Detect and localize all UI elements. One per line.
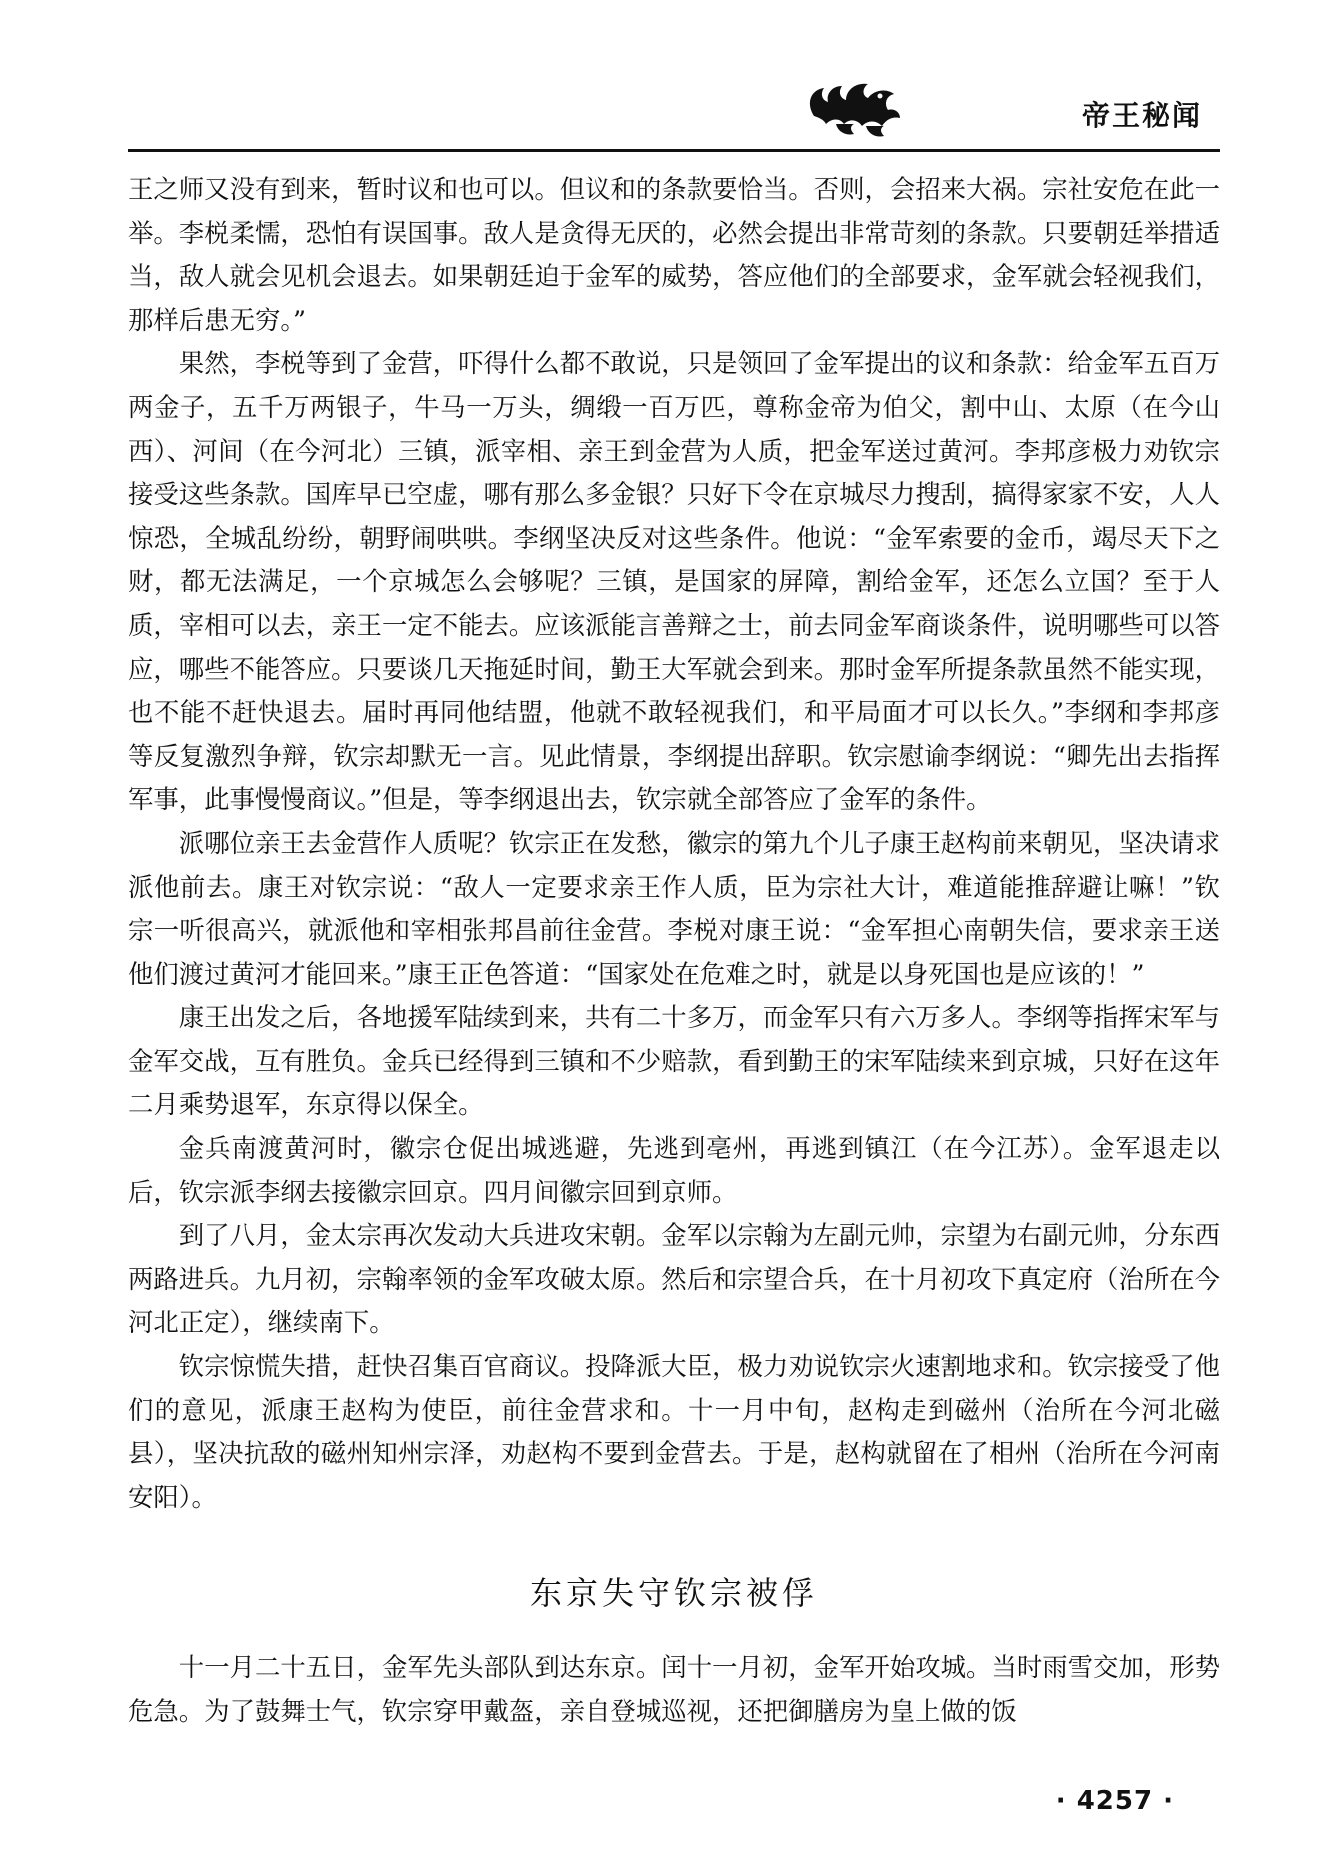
paragraph: 果然，李棁等到了金营，吓得什么都不敢说，只是领回了金军提出的议和条款：给金军五百万两金子，五千万两银子，牛马一万头，绸缎一百万匹，尊称金帝为伯父，割中山、太原（在今山西）、河间（在今河北）三镇，派宰相、亲王到金营为人质，把金军送过黄河。李邦彦极力劝钦宗接受这些条款。国库早已空虚，哪有那么多金银？只好下令在京城尽力搜刮，搞得家家不安，人人惊恐，全城乱纷纷，朝野闹哄哄。李纲坚决反对这些条件。他说：“金军索要的金币，竭尽天下之财，都无法满足，一个京城怎么会够呢？三镇，是国家的屏障，割给金军，还怎么立国？至于人质，宰相可以去，亲王一定不能去。应该派能言善辩之士，前去同金军商谈条件，说明哪些可以答应，哪些不能答应。只要谈几天拖延时间，勤王大军就会到来。那时金军所提条款虽然不能实现，也不能不赶快退去。届时再同他结盟，他就不敢轻视我们，和平局面才可以长久。”李纲和李邦彦等反复激烈争辩，钦宗却默无一言。见此情景，李纲提出辞职。钦宗慰谕李纲说：“卿先出去指挥军事，此事慢慢商议。”但是，等李纲退出去，钦宗就全部答应了金军的条件。 bbox=[128, 348, 1220, 815]
dragon-logo-icon bbox=[796, 74, 908, 144]
paragraph: 金兵南渡黄河时，徽宗仓促出城逃避，先逃到亳州，再逃到镇江（在今江苏）。金军退走以后，钦宗派李纲去接徽宗回京。四月间徽宗回到京师。 bbox=[128, 1133, 1220, 1207]
page-header bbox=[128, 72, 1220, 152]
paragraph: 康王出发之后，各地援军陆续到来，共有二十多万，而金军只有六万多人。李纲等指挥宋军与金军交战，互有胜负。金兵已经得到三镇和不少赔款，看到勤王的宋军陆续来到京城，只好在这年二月乘势退军，东京得以保全。 bbox=[128, 1002, 1220, 1120]
body-text bbox=[128, 168, 1220, 1519]
header-rule bbox=[128, 149, 1220, 152]
paragraph: 钦宗惊慌失措，赶快召集百官商议。投降派大臣，极力劝说钦宗火速割地求和。钦宗接受了他们的意见，派康王赵构为使臣，前往金营求和。十一月中旬，赵构走到磁州（治所在今河北磁县），坚决抗敌的磁州知州宗泽，劝赵构不要到金营去。于是，赵构就留在了相州（治所在今河南安阳）。 bbox=[128, 1351, 1220, 1512]
paragraph: 到了八月，金太宗再次发动大兵进攻宋朝。金军以宗翰为左副元帅，宗望为右副元帅，分东西两路进兵。九月初，宗翰率领的金军攻破太原。然后和宗望合兵，在十月初攻下真定府（治所在今河北正定），继续南下。 bbox=[128, 1220, 1220, 1338]
section-heading: 东京失守钦宗被俘 bbox=[529, 1574, 818, 1612]
running-header-title: 帝王秘闻 bbox=[1081, 99, 1202, 132]
paragraph: 十一月二十五日，金军先头部队到达东京。闰十一月初，金军开始攻城。当时雨雪交加，形势危急。为了鼓舞士气，钦宗穿甲戴盔，亲自登城巡视，还把御膳房为皇上做的饭 bbox=[128, 1652, 1220, 1726]
body-text-continued bbox=[128, 1646, 1220, 1733]
paragraph: 王之师又没有到来，暂时议和也可以。但议和的条款要恰当。否则，会招来大祸。宗社安危在此一举。李棁柔懦，恐怕有误国事。敌人是贪得无厌的，必然会提出非常苛刻的条款。只要朝廷举措适当，敌人就会见机会退去。如果朝廷迫于金军的威势，答应他们的全部要求，金军就会轻视我们，那样后患无穷。” bbox=[128, 174, 1220, 335]
page-number: · 4257 · bbox=[1055, 1786, 1174, 1816]
paragraph: 派哪位亲王去金营作人质呢？钦宗正在发愁，徽宗的第九个儿子康王赵构前来朝见，坚决请求派他前去。康王对钦宗说：“敌人一定要求亲王作人质，臣为宗社大计，难道能推辞避让嘛！”钦宗一听很高兴，就派他和宰相张邦昌前往金营。李棁对康王说：“金军担心南朝失信，要求亲王送他们渡过黄河才能回来。”康王正色答道：“国家处在危难之时，就是以身死国也是应该的！” bbox=[128, 827, 1220, 989]
